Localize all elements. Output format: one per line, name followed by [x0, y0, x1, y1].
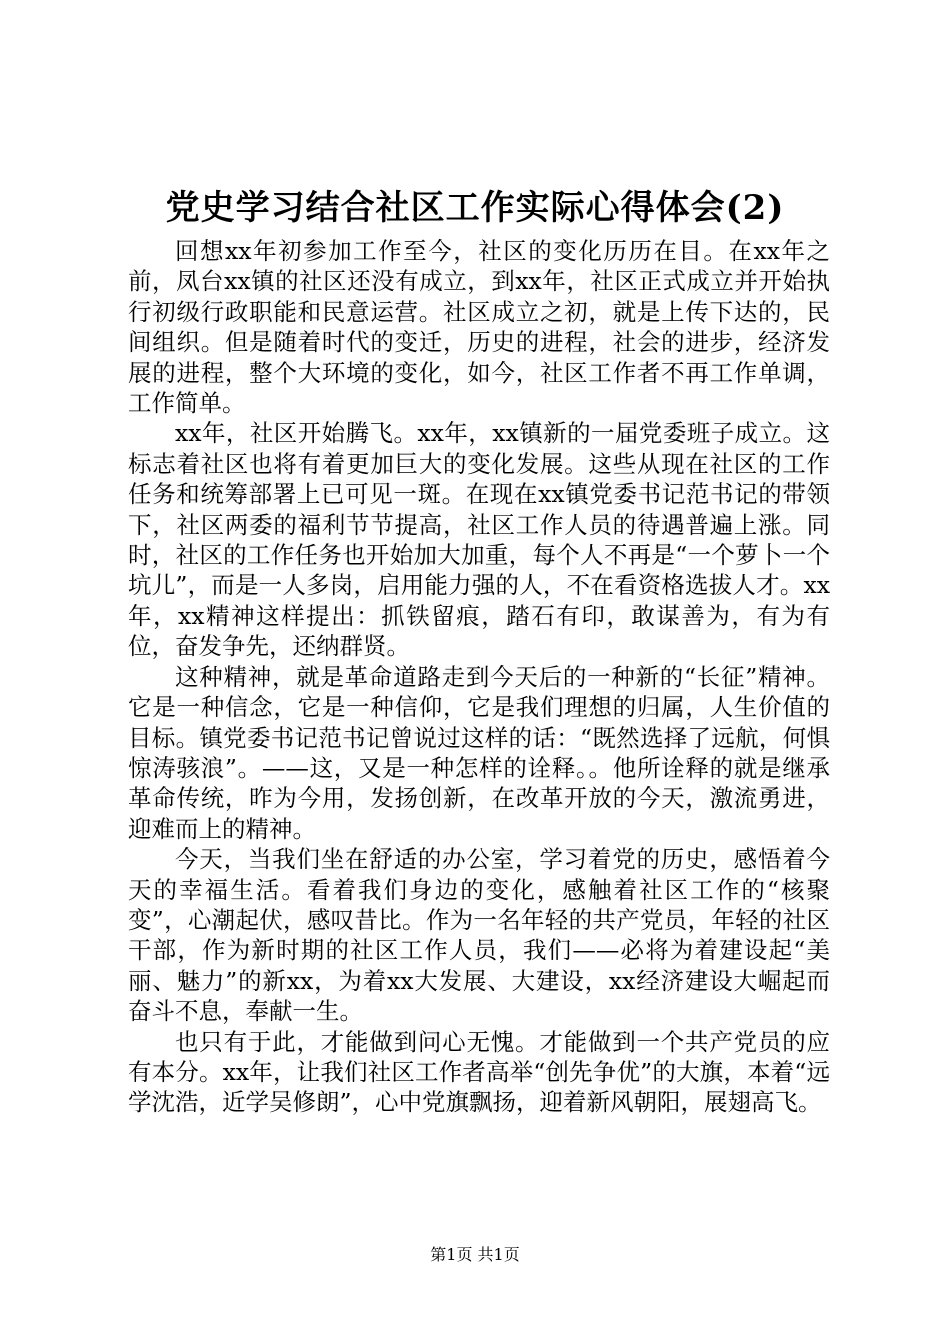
- paragraph-3: 这种精神，就是革命道路走到今天后的一种新的“长征”精神。它是一种信念，它是一种信仰，它是我们理想的归属，人生价值的目标。镇党委书记范书记曾说过这样的话：“既然选择了远航，何惧惊涛骇浪”。——这，又是一种怎样的诠释。。他所诠释的就是继承革命传统，昨为今用，发扬创新，在改革开放的今天，激流勇进，迎难而上的精神。: [128, 662, 830, 843]
- paragraph-5: 也只有于此，才能做到问心无愧。才能做到一个共产党员的应有本分。xx年，让我们社区工作者高举“创先争优”的大旗，本着“远学沈浩，近学吴修朗”，心中党旗飘扬，迎着新风朝阳，展翅高飞。: [128, 1027, 830, 1117]
- paragraph-2: xx年，社区开始腾飞。xx年，xx镇新的一届党委班子成立。这标志着社区也将有着更加巨大的变化发展。这些从现在社区的工作任务和统筹部署上已可见一斑。在现在xx镇党委书记范书记的带领下，社区两委的福利节节提高，社区工作人员的待遇普遍上涨。同时，社区的工作任务也开始加大加重，每个人不再是“一个萝卜一个坑儿”，而是一人多岗，启用能力强的人，不在看资格选拔人才。xx年，xx精神这样提出：抓铁留痕，踏石有印，敢谋善为，有为有位，奋发争先，还纳群贤。: [128, 419, 830, 661]
- document-body: [128, 236, 830, 1118]
- paragraph-4: 今天，当我们坐在舒适的办公室，学习着党的历史，感悟着今天的幸福生活。看着我们身边的变化，感触着社区工作的“核聚变”，心潮起伏，感叹昔比。作为一名年轻的共产党员，年轻的社区干部，作为新时期的社区工作人员，我们——必将为着建设起“美丽、魅力”的新xx，为着xx大发展、大建设，xx经济建设大崛起而奋斗不息，奉献一生。: [128, 845, 830, 1026]
- page-footer: 第1页 共1页: [430, 1245, 520, 1264]
- paragraph-1: 回想xx年初参加工作至今，社区的变化历历在目。在xx年之前，凤台xx镇的社区还没有成立，到xx年，社区正式成立并开始执行初级行政职能和民意运营。社区成立之初，就是上传下达的，民间组织。但是随着时代的变迁，历史的进程，社会的进步，经济发展的进程，整个大环境的变化，如今，社区工作者不再工作单调，工作简单。: [128, 237, 830, 418]
- document-title: 党史学习结合社区工作实际心得体会(2): [165, 188, 785, 228]
